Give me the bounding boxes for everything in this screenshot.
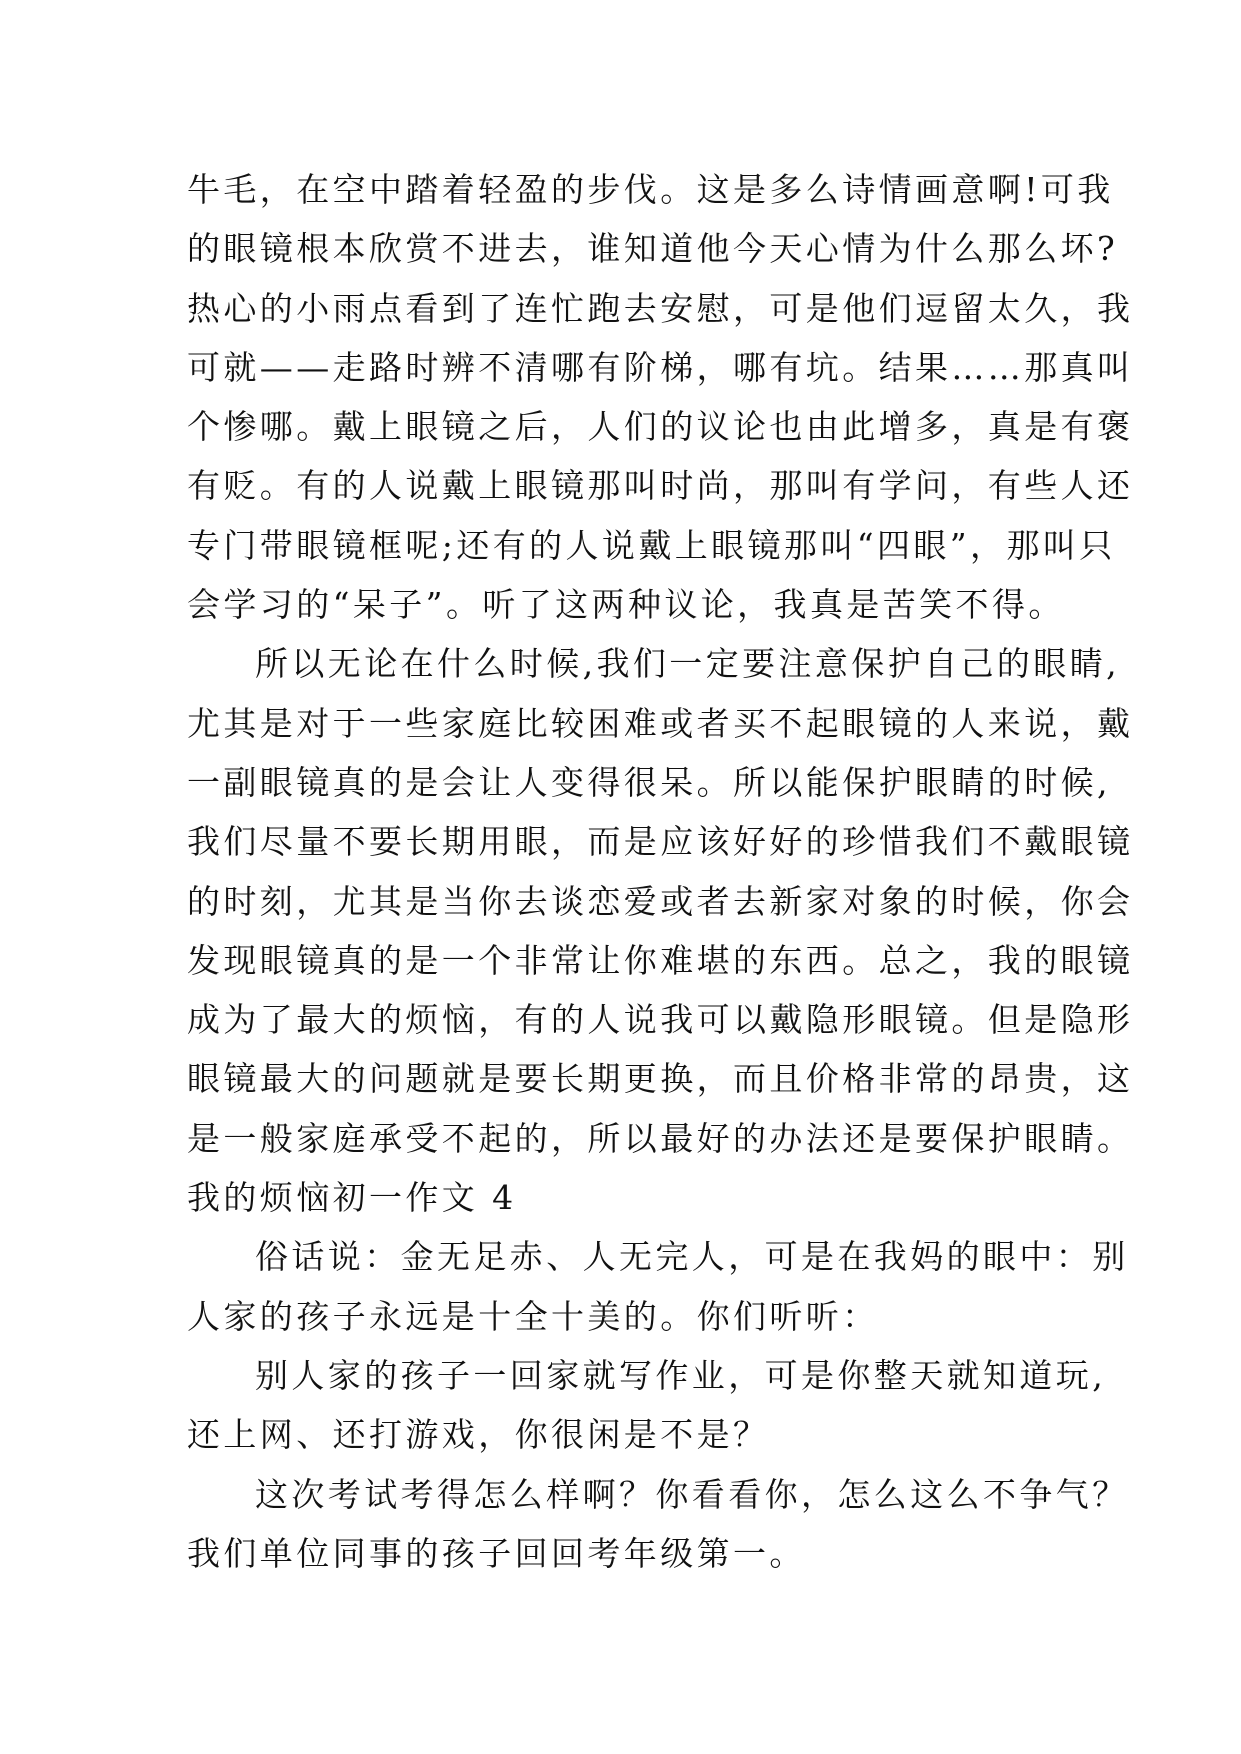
paragraph-first-line: 俗话说：金无足赤、人无完人，可是在我妈的眼中：别: [255, 1237, 1129, 1277]
text-line: 是一般家庭承受不起的，所以最好的办法还是要保护眼睛。: [187, 1118, 1134, 1158]
text-line: 热心的小雨点看到了连忙跑去安慰，可是他们逗留太久，我: [187, 288, 1134, 328]
text-line: 个惨哪。戴上眼镜之后，人们的议论也由此增多，真是有褒: [187, 407, 1134, 447]
text-line: 会学习的“呆子”。听了这两种议论，我真是苦笑不得。: [187, 585, 1065, 625]
text-line: 的眼镜根本欣赏不进去，谁知道他今天心情为什么那么坏?: [187, 229, 1119, 269]
paragraph-first-line: 所以无论在什么时候,我们一定要注意保护自己的眼睛,: [255, 644, 1120, 684]
text-line: 尤其是对于一些家庭比较困难或者买不起眼镜的人来说，戴: [187, 703, 1134, 743]
paragraph-first-line: 别人家的孩子一回家就写作业，可是你整天就知道玩,: [255, 1355, 1107, 1395]
text-line: 可就——走路时辨不清哪有阶梯，哪有坑。结果……那真叫: [187, 347, 1134, 387]
body-text: [187, 160, 1134, 1583]
text-line: 有贬。有的人说戴上眼镜那叫时尚，那叫有学问，有些人还: [187, 466, 1134, 506]
text-line: 成为了最大的烦恼，有的人说我可以戴隐形眼镜。但是隐形: [187, 1000, 1134, 1040]
text-line: 牛毛，在空中踏着轻盈的步伐。这是多么诗情画意啊!可我: [187, 170, 1114, 209]
text-line: 专门带眼镜框呢;还有的人说戴上眼镜那叫“四眼”，那叫只: [187, 525, 1116, 565]
text-line: 的时刻，尤其是当你去谈恋爱或者去新家对象的时候，你会: [187, 881, 1134, 921]
text-line: 发现眼镜真的是一个非常让你难堪的东西。总之，我的眼镜: [187, 940, 1134, 980]
text-line: 眼镜最大的问题就是要长期更换，而且价格非常的昂贵，这: [187, 1059, 1134, 1099]
text-line: 我们尽量不要长期用眼，而是应该好好的珍惜我们不戴眼镜: [187, 822, 1134, 862]
text-line: 还上网、还打游戏，你很闲是不是？: [187, 1415, 770, 1455]
text-line: 人家的孩子永远是十全十美的。你们听听：: [187, 1296, 879, 1336]
text-line: 一副眼镜真的是会让人变得很呆。所以能保护眼睛的时候,: [187, 762, 1111, 802]
text-line: 我们单位同事的孩子回回考年级第一。: [187, 1533, 806, 1573]
paragraph-first-line: 这次考试考得怎么样啊？你看看你，怎么这么不争气？: [255, 1474, 1129, 1514]
section-heading: 我的烦恼初一作文 4: [187, 1178, 517, 1218]
